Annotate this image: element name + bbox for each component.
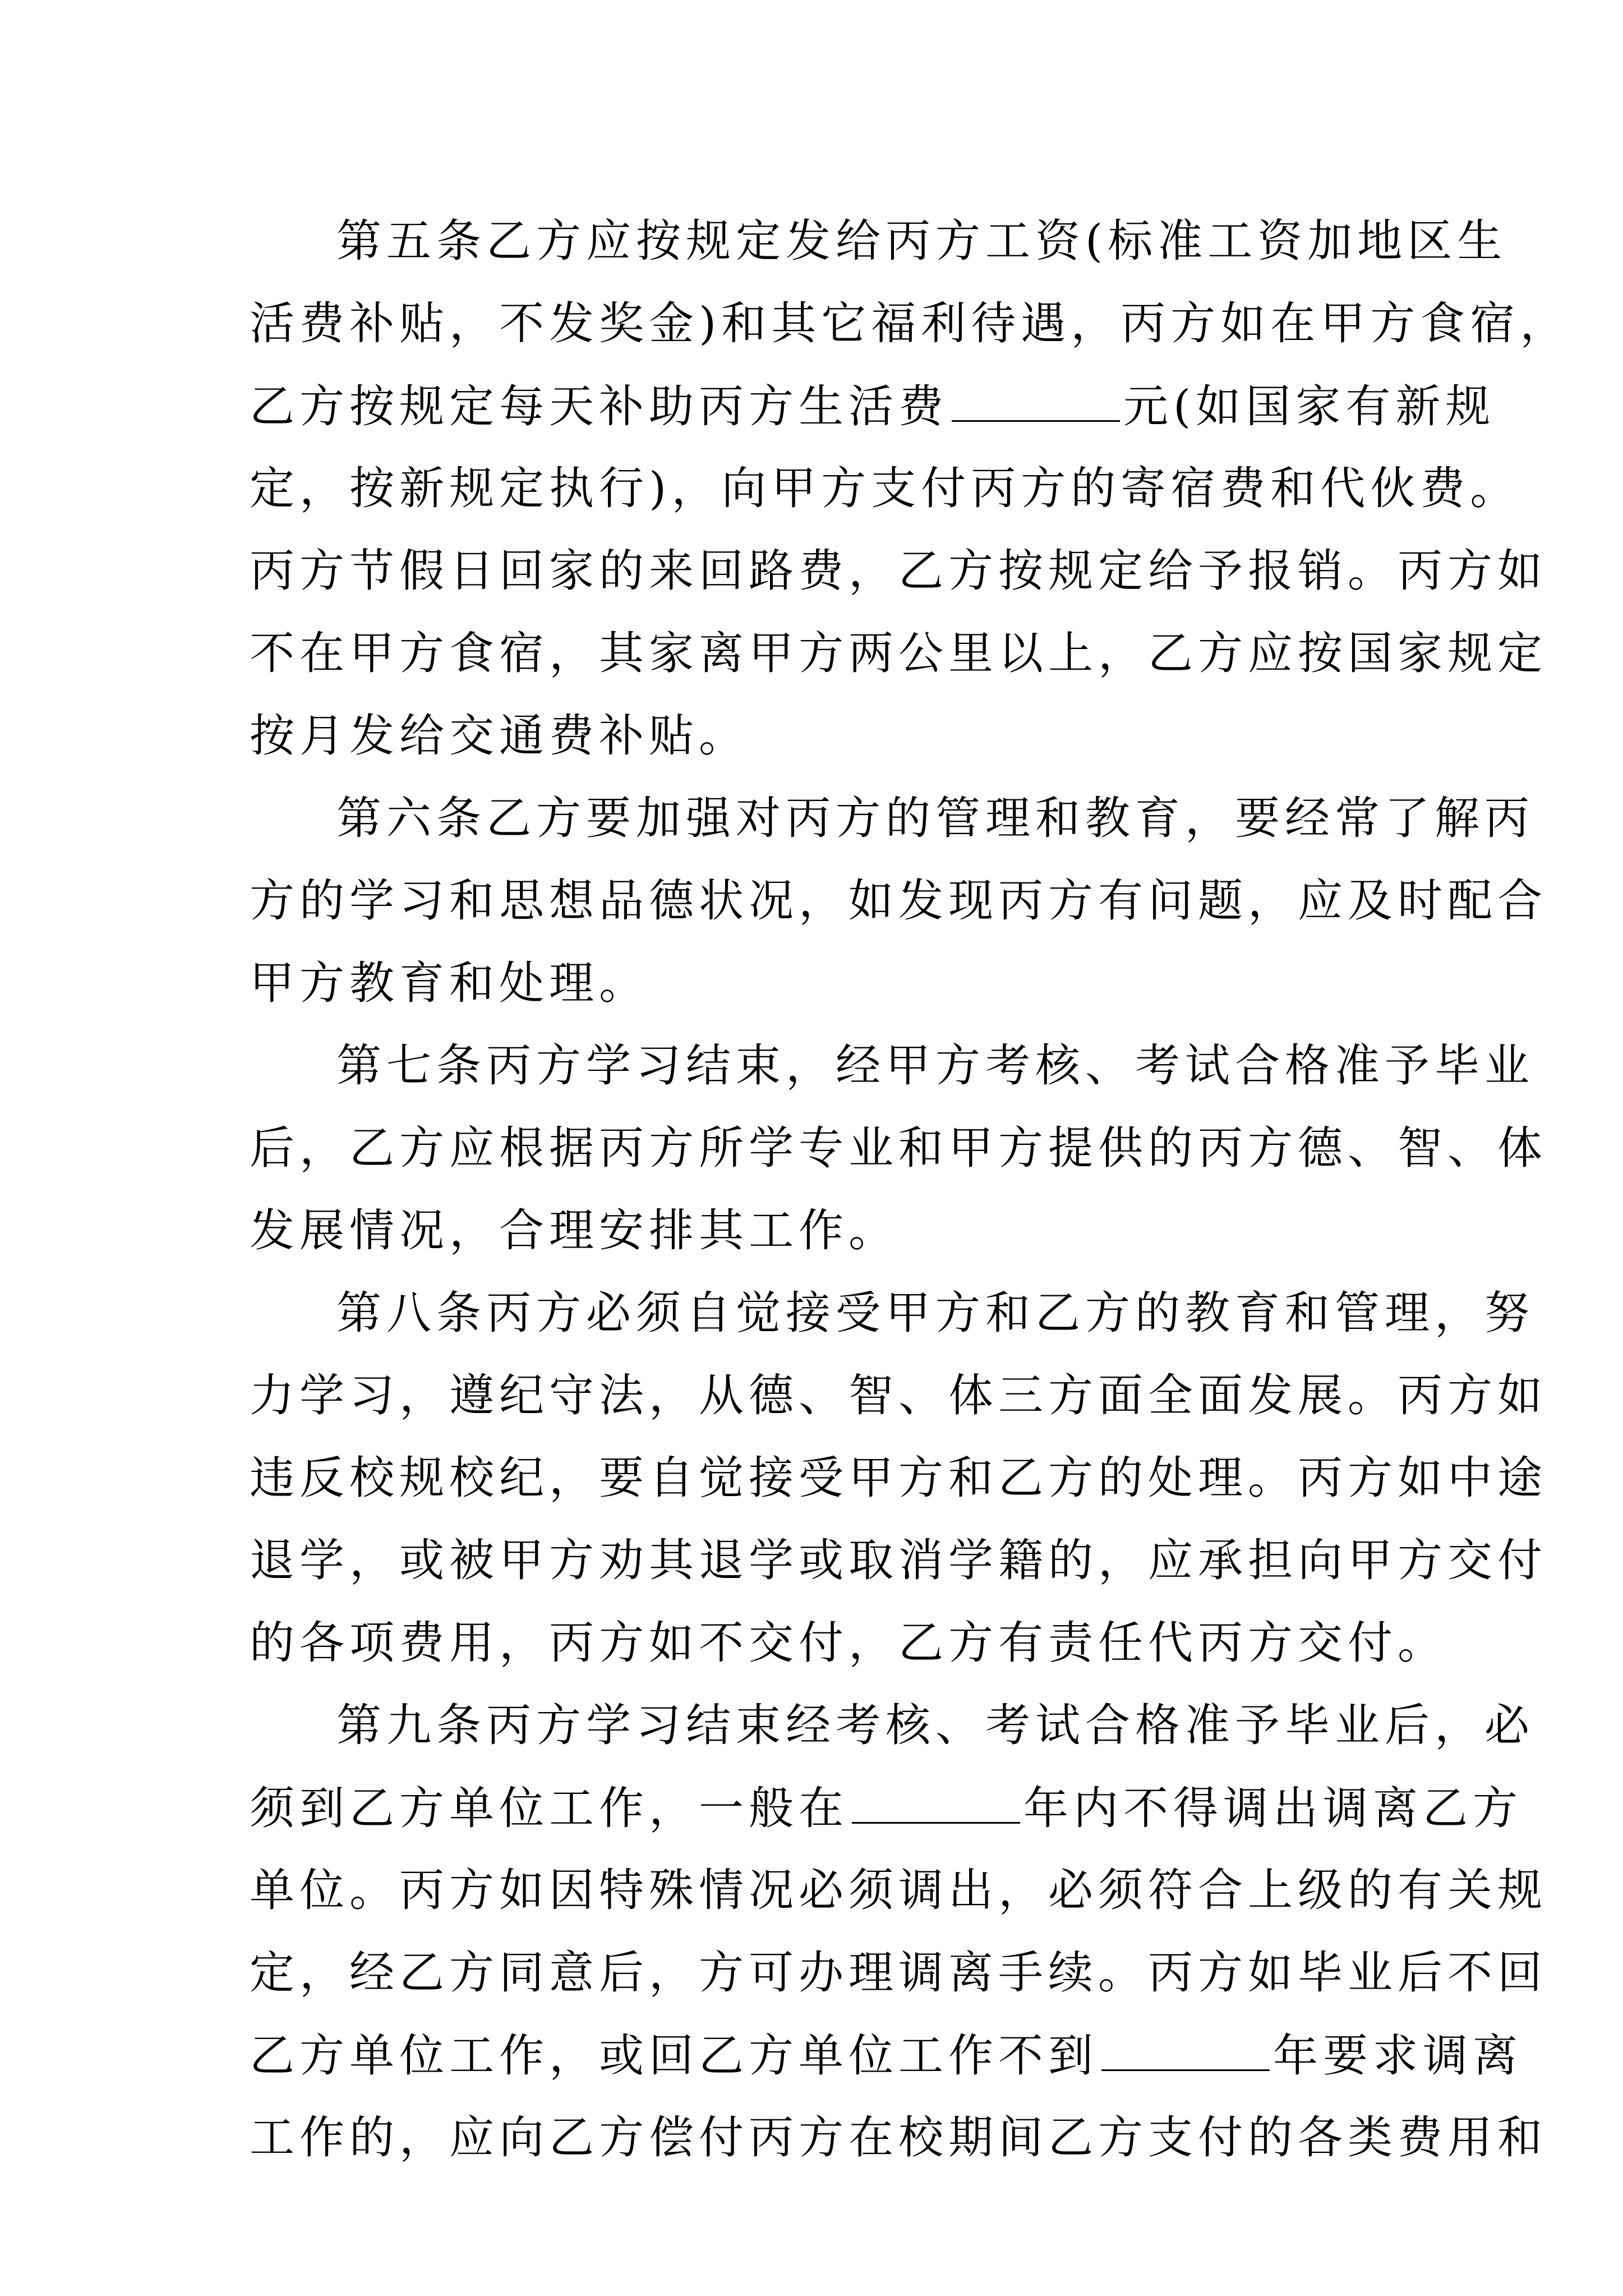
text-line [250, 623, 1547, 684]
text-segment: 年内不得调出调离乙方 [1023, 1782, 1523, 1834]
text-line [250, 1365, 1547, 1427]
text-line [250, 1117, 1547, 1179]
text-line [250, 1447, 1547, 1509]
text-segment: 第五条乙方应按规定发给丙方工资(标准工资加地区生 [336, 215, 1507, 267]
text-segment: 乙方按规定每天补助丙方生活费 [250, 380, 948, 432]
text-line [250, 1200, 1377, 1262]
fill-in-blank [952, 375, 1120, 422]
text-segment: 定，经乙方同意后，方可办理调离手续。丙方如毕业后不回 [250, 1947, 1547, 1999]
text-segment: 按月发给交通费补贴。 [250, 710, 749, 762]
text-line [250, 1860, 1547, 1921]
text-line [336, 788, 1534, 849]
text-segment: 须到乙方单位工作，一般在 [250, 1782, 849, 1834]
text-segment: 丙方节假日回家的来回路费，乙方按规定给予报销。丙方如 [250, 545, 1547, 597]
text-segment: 力学习，遵纪守法，从德、智、体三方面全面发展。丙方如 [250, 1369, 1547, 1421]
text-line [336, 1035, 1534, 1097]
text-line [250, 870, 1547, 932]
text-segment: 乙方单位工作，或回乙方单位工作不到 [250, 2030, 1098, 2082]
text-segment: 年要求调离 [1273, 2030, 1523, 2082]
text-segment: 的各项费用，丙方如不交付，乙方有责任代丙方交付。 [250, 1617, 1447, 1669]
text-line [336, 210, 1507, 272]
text-segment: 甲方教育和处理。 [250, 957, 649, 1009]
text-line [250, 375, 1496, 437]
text-line [336, 1282, 1534, 1344]
text-line [250, 293, 1570, 355]
text-segment: 元(如国家有新规 [1123, 380, 1496, 432]
text-line [250, 705, 1377, 767]
text-segment: 发展情况，合理安排其工作。 [250, 1204, 898, 1257]
text-segment: 第九条丙方学习结束经考核、考试合格准予毕业后，必 [336, 1699, 1534, 1751]
text-segment: 第六条乙方要加强对丙方的管理和教育，要经常了解丙 [336, 792, 1534, 844]
text-segment: 第七条丙方学习结束，经甲方考核、考试合格准予毕业 [336, 1039, 1534, 1092]
text-line [250, 458, 1520, 519]
text-line [250, 540, 1547, 602]
text-line [250, 2107, 1547, 2169]
text-segment: 后，乙方应根据丙方所学专业和甲方提供的丙方德、智、体 [250, 1122, 1547, 1174]
text-line [250, 1942, 1547, 2004]
text-line [336, 1695, 1534, 1756]
text-segment: 第八条丙方必须自觉接受甲方和乙方的教育和管理，努 [336, 1287, 1534, 1339]
fill-in-blank [1101, 2024, 1270, 2071]
fill-in-blank [852, 1777, 1020, 1824]
text-segment: 活费补贴，不发奖金)和其它福利待遇，丙方如在甲方食宿， [250, 297, 1570, 349]
text-line [250, 953, 1377, 1014]
text-segment: 工作的，应向乙方偿付丙方在校期间乙方支付的各类费用和 [250, 2111, 1547, 2164]
text-segment: 单位。丙方如因特殊情况必须调出，必须符合上级的有关规 [250, 1864, 1547, 1916]
text-line [250, 1777, 1523, 1839]
text-line [250, 1530, 1547, 1591]
text-segment: 退学，或被甲方劝其退学或取消学籍的，应承担向甲方交付 [250, 1534, 1547, 1586]
text-segment: 不在甲方食宿，其家离甲方两公里以上，乙方应按国家规定 [250, 627, 1547, 679]
text-line [250, 2024, 1523, 2086]
text-line [250, 1612, 1447, 1674]
text-segment: 方的学习和思想品德状况，如发现丙方有问题，应及时配合 [250, 875, 1547, 927]
text-segment: 定，按新规定执行)，向甲方支付丙方的寄宿费和代伙费。 [250, 462, 1520, 514]
text-segment: 违反校规校纪，要自觉接受甲方和乙方的处理。丙方如中途 [250, 1452, 1547, 1504]
